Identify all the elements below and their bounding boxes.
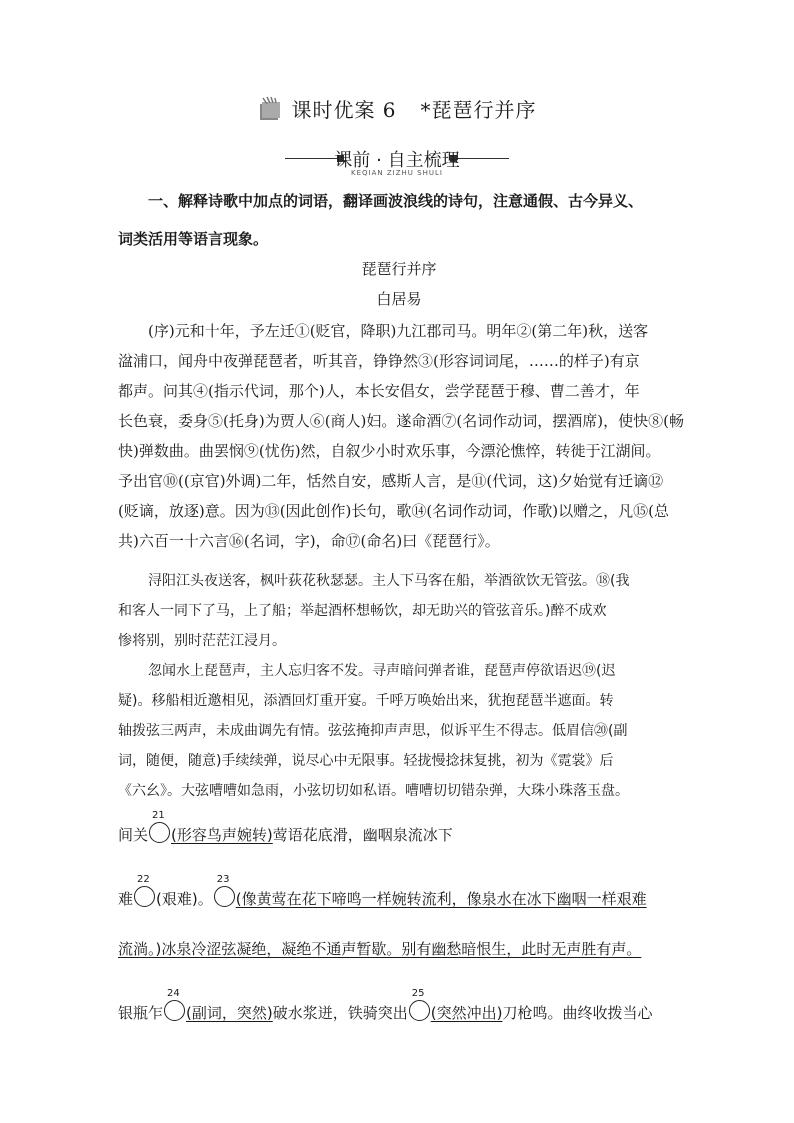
preface-line: (序)元和十年，予左迁①(贬官，降职)九江郡司马。明年②(第二年)秋，送客 xyxy=(148,322,649,340)
preface-line: 共)六百一十六言⑯(名词，字)，命⑰(命名)曰《琵琶行》。 xyxy=(118,532,500,550)
poem-line: 浔阳江头夜送客，枫叶荻花秋瑟瑟。主人下马客在船，举酒欲饮无管弦。⑱(我 xyxy=(148,573,630,589)
poem-line-24: 银瓶乍 24 (副词，突然)破水浆迸，铁骑突出 25 (突然冲出)刀枪鸣。曲终收拨当心 xyxy=(118,988,653,1022)
book-icon xyxy=(257,96,283,122)
footnote-circle: 21 xyxy=(149,822,170,843)
instruction-line-1: 一、解释诗歌中加点的词语，翻译画波浪线的诗句，注意通假、古今异义、 xyxy=(148,192,644,210)
gloss: (形容鸟声婉转) xyxy=(171,826,273,844)
poem-line: 惨将别，别时茫茫江浸月。 xyxy=(118,633,286,649)
page-title: 课时优案 6 xyxy=(291,98,397,122)
poem-line-22: 难 22 (艰难)。 23 (像黄莺在花下啼鸣一样婉转流利，像泉水在冰下幽咽一样艰难 xyxy=(118,874,647,908)
section-title: 课前 · 自主梳理 xyxy=(334,150,460,171)
poem-line: 词，随便，随意)手续续弹，说尽心中无限事。轻拢慢捻抹复挑，初为《霓裳》后 xyxy=(118,753,614,769)
gloss: (像黄莺在花下啼鸣一样婉转流利，像泉水在冰下幽咽一样艰难 xyxy=(235,890,647,908)
section-pinyin: KEQIAN ZIZHU SHULI xyxy=(351,169,443,177)
gloss: (副词，突然) xyxy=(186,1004,273,1022)
poem-line: 忽闻水上琵琶声，主人忘归客不发。寻声暗问弹者谁，琵琶声停欲语迟⑲(迟 xyxy=(148,663,616,679)
footnote-circle: 25 xyxy=(409,1000,430,1021)
preface-line: 快)弹数曲。曲罢悯⑨(忧伤)然，自叙少小时欢乐事，今漂沦憔悴，转徙于江湖间。 xyxy=(118,442,661,460)
page-subtitle: *琵琶行并序 xyxy=(420,98,537,122)
poem-line-23b: 流淌。)冰泉冷涩弦凝绝，凝绝不通声暂歇。别有幽愁暗恨生，此时无声胜有声。 xyxy=(118,940,642,958)
poem-line-21: 间关 21 (形容鸟声婉转)莺语花底滑，幽咽泉流冰下 xyxy=(118,810,453,844)
preface-line: 长色衰，委身⑤(托身)为贾人⑥(商人)妇。遂命酒⑦(名词作动词，摆酒席)，使快⑧(畅 xyxy=(118,412,684,430)
section-heading xyxy=(285,146,509,180)
preface-line: 予出官⑩((京官)外调)二年，恬然自安，感斯人言，是⑪(代词，这)夕始觉有迁谪⑫ xyxy=(118,472,664,490)
footnote-circle: 24 xyxy=(164,1000,185,1021)
footnote-circle: 23 xyxy=(214,886,235,907)
preface-line: (贬谪，放逐)意。因为⑬(因此创作)长句，歌⑭(名词作动词，作歌)以赠之，凡⑮(总 xyxy=(118,502,669,520)
title-row xyxy=(0,94,794,126)
poem-author: 白居易 xyxy=(376,290,422,308)
poem-line: 疑)。移船相近邀相见，添酒回灯重开宴。千呼万唤始出来，犹抱琵琶半遮面。转 xyxy=(118,693,614,709)
footnote-circle: 22 xyxy=(134,886,155,907)
poem-line: 《六幺》。大弦嘈嘈如急雨，小弦切切如私语。嘈嘈切切错杂弹，大珠小珠落玉盘。 xyxy=(118,783,629,799)
gloss: (突然冲出) xyxy=(430,1004,503,1022)
instruction-line-2: 词类活用等语言现象。 xyxy=(118,230,269,248)
poem-line: 和客人一同下了马，上了船；举起酒杯想畅饮，却无助兴的管弦音乐。)醉不成欢 xyxy=(118,603,607,619)
poem-line: 轴拨弦三两声，未成曲调先有情。弦弦掩抑声声思，似诉平生不得志。低眉信⑳(副 xyxy=(118,723,628,739)
poem-title: 琵琶行并序 xyxy=(361,260,437,278)
preface-line: 湓浦口，闻舟中夜弹琵琶者，听其音，铮铮然③(形容词词尾，……的样子)有京 xyxy=(118,352,640,370)
preface-line: 都声。问其④(指示代词，那个)人，本长安倡女，尝学琵琶于穆、曹二善才，年 xyxy=(118,382,640,400)
gloss: (艰难)。 xyxy=(156,890,213,908)
